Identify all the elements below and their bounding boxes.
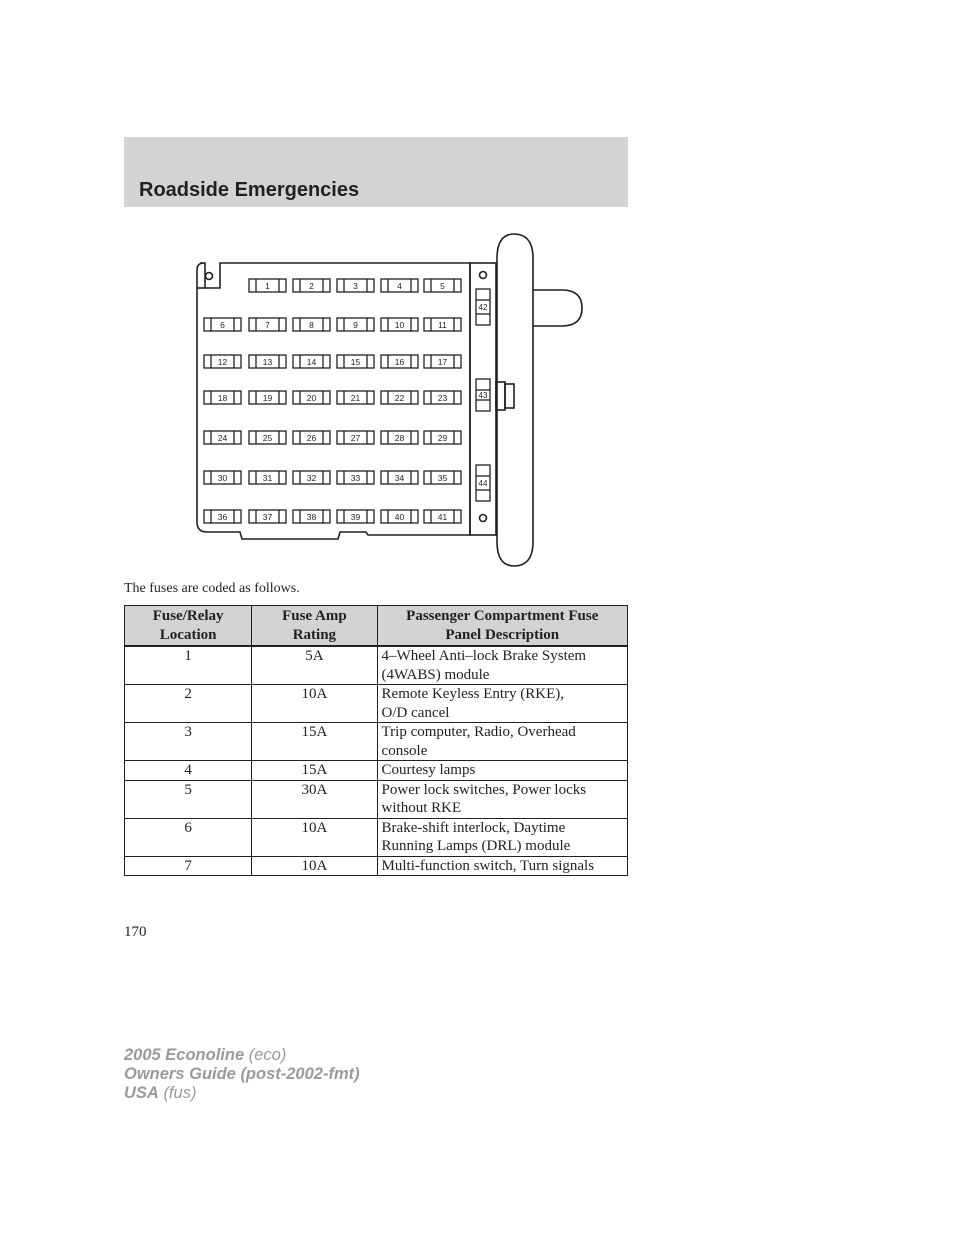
fuse-label: 19 — [262, 393, 273, 403]
mount-hole — [480, 515, 487, 522]
fuse-panel-svg — [190, 230, 590, 570]
cell-amp-rating: 30A — [252, 780, 377, 818]
fuse-label: 11 — [438, 320, 447, 330]
cell-amp-rating: 10A — [252, 818, 377, 856]
fuse-slot — [293, 355, 330, 368]
table-row — [125, 723, 628, 761]
cell-location: 7 — [125, 856, 252, 876]
fuse-label: 33 — [350, 473, 361, 483]
cell-description: Brake-shift interlock, Daytime Running Lamps (DRL) module — [377, 818, 627, 856]
page-number: 170 — [124, 924, 147, 940]
fuse-label: 38 — [306, 512, 317, 522]
fuse-slot — [249, 391, 286, 404]
fuse-slot — [381, 391, 418, 404]
fuse-slot — [249, 279, 286, 292]
fuse-slot — [204, 391, 241, 404]
fuse-slot — [204, 431, 241, 444]
fuse-label: 28 — [394, 433, 405, 443]
fuse-label: 25 — [262, 433, 273, 443]
fuse-slot — [293, 279, 330, 292]
fuse-label: 12 — [217, 357, 228, 367]
cell-amp-rating: 10A — [252, 685, 377, 723]
fuse-slot — [293, 318, 330, 331]
cell-description: Remote Keyless Entry (RKE), O/D cancel — [377, 685, 627, 723]
fuse-slot — [293, 431, 330, 444]
cell-description: Courtesy lamps — [377, 761, 627, 781]
cell-description: Power lock switches, Power locks without RKE — [377, 780, 627, 818]
cell-amp-rating: 10A — [252, 856, 377, 876]
footer-line-3: USA (fus) — [124, 1084, 197, 1102]
fuse-slot — [249, 510, 286, 523]
fuse-label: 7 — [265, 320, 270, 330]
fuse-slot — [381, 510, 418, 523]
fuse-label: 36 — [217, 512, 228, 522]
cell-location: 1 — [125, 646, 252, 685]
fuse-label: 22 — [394, 393, 405, 403]
fuse-slot — [381, 279, 418, 292]
relay-slot — [476, 379, 490, 411]
table-row — [125, 685, 628, 723]
table-row — [125, 780, 628, 818]
table-row — [125, 818, 628, 856]
cell-location: 5 — [125, 780, 252, 818]
fuse-slot — [337, 355, 374, 368]
fuse-label: 4 — [397, 281, 402, 291]
fuse-label: 8 — [309, 320, 314, 330]
fuse-slot — [337, 318, 374, 331]
relay-label: 44 — [478, 479, 488, 488]
fuse-slot — [424, 510, 461, 523]
fuse-label: 31 — [262, 473, 273, 483]
relay-label: 43 — [478, 391, 488, 400]
table-row — [125, 646, 628, 685]
footer-line-1: 2005 Econoline (eco) — [124, 1046, 287, 1064]
fuse-slot — [381, 318, 418, 331]
cell-amp-rating: 5A — [252, 646, 377, 685]
relay-slot — [476, 289, 490, 325]
fuse-label: 20 — [306, 393, 317, 403]
fuse-slot — [381, 431, 418, 444]
fuse-table — [124, 605, 628, 876]
fuse-slot — [249, 355, 286, 368]
header-description: Passenger Compartment Fuse Panel Description — [377, 606, 627, 647]
mount-hole — [206, 273, 213, 280]
cell-amp-rating: 15A — [252, 761, 377, 781]
fuse-label: 27 — [350, 433, 361, 443]
fuse-slot — [337, 391, 374, 404]
header-location: Fuse/Relay Location — [125, 606, 252, 647]
fuse-slot — [337, 471, 374, 484]
fuse-label: 3 — [353, 281, 358, 291]
cell-location: 4 — [125, 761, 252, 781]
fuse-label: 26 — [306, 433, 317, 443]
fuse-slot — [204, 355, 241, 368]
fuse-label: 21 — [350, 393, 361, 403]
fuse-label: 32 — [306, 473, 317, 483]
fuse-label: 2 — [309, 281, 314, 291]
fuse-slot — [249, 471, 286, 484]
fuse-label: 30 — [217, 473, 228, 483]
fuse-slot — [337, 279, 374, 292]
mount-hole — [480, 272, 487, 279]
cell-amp-rating: 15A — [252, 723, 377, 761]
fuse-slot — [204, 318, 241, 331]
fuse-label: 13 — [262, 357, 273, 367]
fuse-slot — [381, 471, 418, 484]
fuse-slot — [293, 510, 330, 523]
fuse-slot — [424, 279, 461, 292]
fuse-slot — [293, 391, 330, 404]
fuse-label: 41 — [437, 512, 448, 522]
fuse-label: 5 — [440, 281, 445, 291]
table-row — [125, 761, 628, 781]
fuse-label: 35 — [437, 473, 448, 483]
fuse-label: 18 — [217, 393, 228, 403]
fuse-label: 16 — [394, 357, 405, 367]
intro-text: The fuses are coded as follows. — [124, 581, 300, 596]
fuse-slot — [249, 431, 286, 444]
cell-location: 2 — [125, 685, 252, 723]
bracket-arm — [533, 290, 582, 326]
fuse-slot — [381, 355, 418, 368]
relay-label: 42 — [478, 303, 488, 312]
fuse-label: 39 — [350, 512, 361, 522]
fuse-label: 10 — [394, 320, 405, 330]
cell-description: Trip computer, Radio, Overhead console — [377, 723, 627, 761]
fuse-label: 14 — [306, 357, 317, 367]
cell-location: 3 — [125, 723, 252, 761]
table-row — [125, 856, 628, 876]
document-footer — [124, 1046, 360, 1103]
fuse-label: 9 — [353, 320, 358, 330]
fuse-label: 29 — [437, 433, 448, 443]
cell-description: 4–Wheel Anti–lock Brake System (4WABS) module — [377, 646, 627, 685]
fuse-slot — [424, 318, 461, 331]
connector — [505, 384, 514, 408]
fuse-slot — [424, 355, 461, 368]
fuse-slot — [204, 510, 241, 523]
fuse-label: 34 — [394, 473, 405, 483]
footer-line-2: Owners Guide (post-2002-fmt) — [124, 1065, 360, 1083]
mounting-bracket — [497, 234, 533, 566]
fuse-label: 15 — [350, 357, 361, 367]
fuse-slot — [424, 391, 461, 404]
cell-location: 6 — [125, 818, 252, 856]
fuse-panel-diagram — [190, 230, 590, 570]
cell-description: Multi-function switch, Turn signals — [377, 856, 627, 876]
table-header-row — [125, 606, 628, 647]
fuse-slot — [424, 471, 461, 484]
fuse-label: 24 — [217, 433, 228, 443]
section-header-band — [124, 137, 628, 207]
fuse-slot — [204, 471, 241, 484]
relay-slot — [476, 465, 490, 501]
fuse-label: 6 — [220, 320, 225, 330]
fuse-label: 40 — [394, 512, 405, 522]
fuse-label: 37 — [262, 512, 273, 522]
fuse-label: 1 — [265, 281, 270, 291]
fuse-label: 23 — [437, 393, 448, 403]
header-amp-rating: Fuse Amp Rating — [252, 606, 377, 647]
fuse-slot — [337, 510, 374, 523]
fuse-slot — [249, 318, 286, 331]
fuse-slot — [337, 431, 374, 444]
fuse-slot — [424, 431, 461, 444]
fuse-label: 17 — [437, 357, 448, 367]
fuse-slot — [293, 471, 330, 484]
section-title: Roadside Emergencies — [139, 179, 360, 201]
